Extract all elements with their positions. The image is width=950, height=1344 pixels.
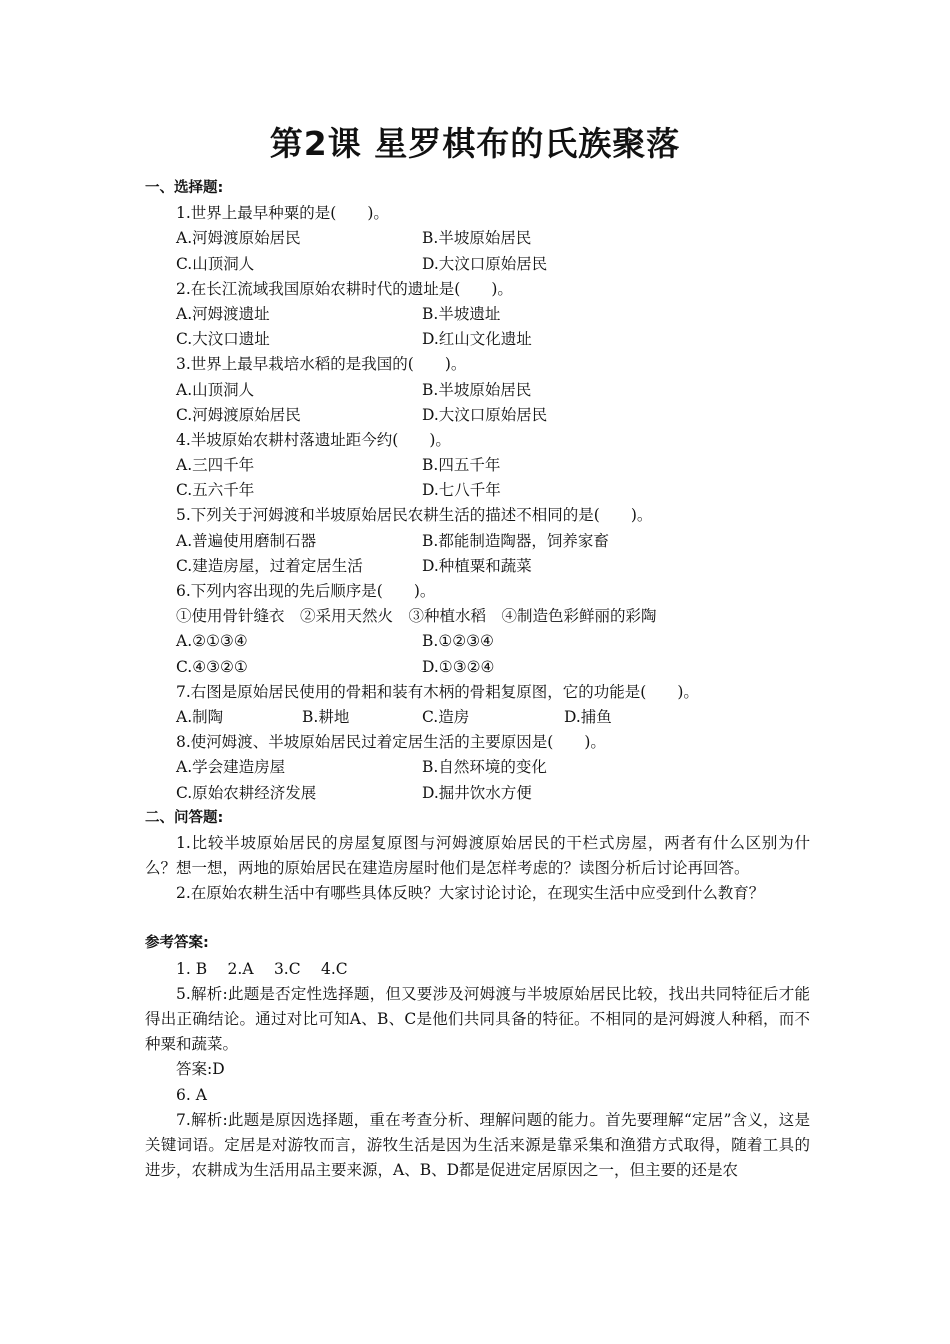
answer-6: 6. A	[176, 1085, 207, 1104]
option-c: C.④③②①	[176, 657, 248, 676]
option-c: C.河姆渡原始居民	[176, 405, 301, 424]
question-1-options-row-2	[145, 252, 810, 277]
question-4-options-row-1	[145, 453, 810, 478]
option-a: A.学会建造房屋	[176, 758, 286, 777]
option-b: B.四五千年	[422, 456, 501, 475]
answers-heading: 参考答案:	[145, 935, 209, 952]
option-b: B.都能制造陶器，饲养家畜	[422, 531, 609, 550]
question-1: 1.世界上最早种粟的是( )。	[176, 204, 389, 223]
option-a: A.三四千年	[176, 456, 255, 475]
question-6-items: ①使用骨针缝衣 ②采用天然火 ③种植水稻 ④制造色彩鲜丽的彩陶	[176, 607, 657, 626]
question-7: 7.右图是原始居民使用的骨耜和装有木柄的骨耜复原图，它的功能是( )。	[176, 682, 699, 701]
section-heading-qa: 二、问答题:	[145, 809, 224, 826]
section-heading-choice: 一、选择题:	[145, 180, 224, 196]
option-c: C.五六千年	[176, 481, 255, 500]
question-6: 6.下列内容出现的先后顺序是( )。	[176, 582, 436, 600]
qa-question-1: 1.比较半坡原始居民的房屋复原图与河姆渡原始居民的干栏式房屋，两者有什么区别为什么？想一想，两地的原始居民在建造房屋时他们是怎样考虑的？读图分析后讨论再回答。	[145, 833, 810, 878]
answer-7-explanation: 7.解析:此题是原因选择题，重在考查分析、理解问题的能力。首先要理解“定居”含义，这是关键词语。定居是对游牧而言，游牧生活是因为生活来源是靠采集和渔猎方式取得，随着工具的进步，农耕成为生活用品主要来源，A、B、D都是促进定居原因之一，但主要的还是农	[145, 1110, 810, 1180]
option-d: D.①③②④	[422, 657, 495, 676]
question-8-options-row-1	[145, 755, 810, 780]
option-b: B.半坡遗址	[422, 304, 501, 323]
question-8: 8.使河姆渡、半坡原始居民过着定居生活的主要原因是( )。	[176, 733, 606, 752]
question-6-options-row-1	[145, 629, 810, 654]
question-2: 2.在长江流域我国原始农耕时代的遗址是( )。	[176, 279, 513, 298]
answer-5-explanation: 5.解析:此题是否定性选择题，但又要涉及河姆渡与半坡原始居民比较，找出共同特征后才能得出正确结论。通过对比可知A、B、C是他们共同具备的特征。不相同的是河姆渡人种稻，而不种粟和蔬菜。	[145, 984, 810, 1054]
question-1-options-row-1	[145, 226, 810, 251]
question-2-options-row-1	[145, 302, 810, 327]
question-8-options-row-2	[145, 781, 810, 806]
option-d: D.七八千年	[422, 481, 501, 500]
option-d: D.掘井饮水方便	[422, 783, 532, 802]
question-5: 5.下列关于河姆渡和半坡原始居民农耕生活的描述不相同的是( )。	[176, 506, 653, 525]
question-2-options-row-2	[145, 327, 810, 352]
question-7-options	[145, 705, 810, 730]
option-a: A.河姆渡遗址	[176, 304, 270, 323]
question-3-options-row-1	[145, 378, 810, 403]
option-a: A.河姆渡原始居民	[176, 229, 301, 248]
question-5-options-row-1	[145, 529, 810, 554]
option-c: C.建造房屋，过着定居生活	[176, 556, 363, 575]
question-6-options-row-2	[145, 655, 810, 680]
question-3: 3.世界上最早栽培水稻的是我国的( )。	[176, 355, 467, 374]
option-c: C.造房	[422, 707, 470, 726]
option-b: B.半坡原始居民	[422, 229, 532, 248]
qa-question-2: 2.在原始农耕生活中有哪些具体反映？大家讨论讨论，在现实生活中应受到什么教育？	[176, 884, 765, 903]
option-d: D.种植粟和蔬菜	[422, 556, 532, 575]
option-c: C.山顶洞人	[176, 254, 255, 273]
option-a: A.山顶洞人	[176, 380, 255, 399]
option-d: D.大汶口原始居民	[422, 405, 548, 424]
option-d: D.捕鱼	[564, 707, 612, 726]
option-b: B.①②③④	[422, 632, 494, 651]
option-b: B.半坡原始居民	[422, 380, 532, 399]
question-4: 4.半坡原始农耕村落遗址距今约( )。	[176, 430, 451, 449]
option-a: A.普遍使用磨制石器	[176, 531, 317, 550]
option-c: C.原始农耕经济发展	[176, 783, 317, 802]
question-3-options-row-2	[145, 403, 810, 428]
answer-5-result: 答案:D	[176, 1060, 225, 1079]
question-4-options-row-2	[145, 478, 810, 503]
option-b: B.耕地	[302, 707, 350, 726]
option-c: C.大汶口遗址	[176, 330, 270, 349]
answer-1-4: 1. B 2.A 3.C 4.C	[176, 959, 348, 978]
option-b: B.自然环境的变化	[422, 758, 547, 777]
option-d: D.红山文化遗址	[422, 330, 532, 349]
page-title: 第2课 星罗棋布的氏族聚落	[269, 124, 681, 163]
option-a: A.②①③④	[176, 632, 248, 651]
document-body	[145, 176, 810, 1183]
option-d: D.大汶口原始居民	[422, 254, 548, 273]
option-a: A.制陶	[176, 707, 224, 726]
question-5-options-row-2	[145, 554, 810, 579]
